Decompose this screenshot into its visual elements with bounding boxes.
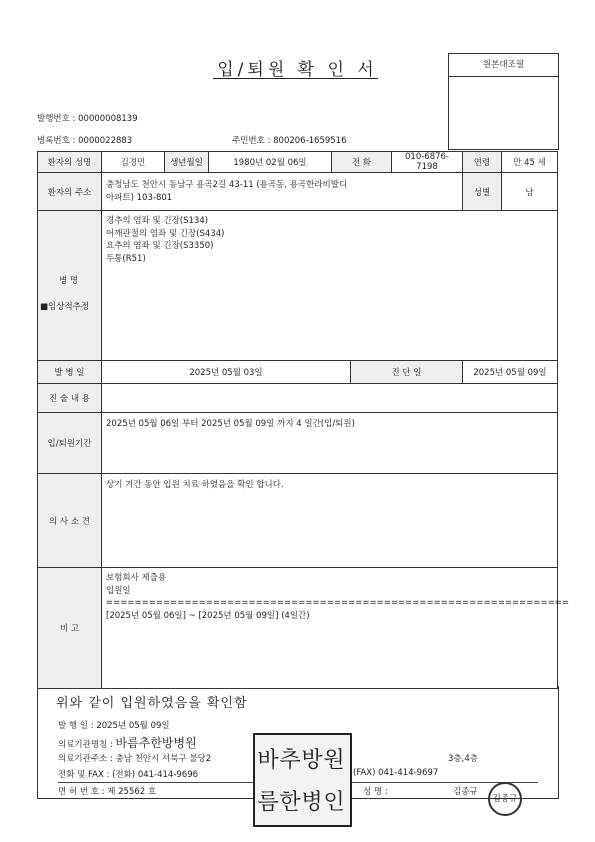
opinion-label: 의 사 소 견 — [38, 474, 102, 568]
hospital-seal — [253, 733, 352, 827]
issue-date: 발 행 일 : 2025년 05월 09일 — [58, 721, 170, 731]
issue-number: 발행번호 : 00000008139 — [37, 114, 138, 124]
resident-number: 주민번호 : 800206-1659516 — [232, 136, 347, 146]
statement-label: 진 술 내 용 — [38, 384, 102, 413]
list-item: 어깨관절의 염좌 및 긴장(S434) — [106, 228, 225, 239]
diagnosis-date: 2025년 05월 09일 — [463, 361, 558, 384]
diagnosis-label: 병 명 — [58, 275, 79, 286]
doctor-stamp: 김종규 — [488, 782, 522, 816]
diagnosis-list — [102, 211, 558, 361]
statement-content — [102, 384, 558, 413]
patient-sex: 남 — [502, 173, 558, 211]
remarks-text: 보험회사 제출용 입원일================================================================= [2025년 05월 06일] ~ [2025년 05월 09일] (4일간) — [102, 568, 558, 689]
diagnosis-date-label: 진 단 일 — [351, 361, 463, 384]
document-title: 입/퇴원 확 인 서 — [217, 60, 378, 80]
table-row — [38, 384, 558, 413]
table-row — [38, 568, 558, 689]
table-row — [38, 211, 558, 361]
patient-age: 만 45 세 — [502, 152, 558, 173]
sex-label: 성별 — [463, 173, 502, 211]
diagnosis-label-cell — [38, 211, 102, 361]
original-check-label: 원본대조필 — [449, 54, 558, 77]
patient-name: 김경민 — [102, 152, 165, 173]
remarks-label: 비 고 — [38, 568, 102, 689]
hospital-name: 의료기관명칭 : 바름추한방병원 — [58, 736, 197, 750]
onset-label: 발 병 일 — [38, 361, 102, 384]
onset-date: 2025년 05월 03일 — [102, 361, 351, 384]
name-label: 환자의 성명 — [38, 152, 102, 173]
table-row — [38, 474, 558, 568]
list-item: 두통(R51) — [106, 253, 146, 264]
table-row — [38, 413, 558, 474]
age-label: 연령 — [463, 152, 502, 173]
period-label: 입/퇴원기간 — [38, 413, 102, 474]
license-row: 면 허 번 호 : 제 25562 호 성 명 : 김종규 — [58, 782, 538, 797]
list-item: 경추의 염좌 및 긴장(S134) — [106, 216, 209, 226]
list-item: 요추의 염좌 및 긴장(S3350) — [106, 241, 214, 251]
dob-label: 생년월일 — [165, 152, 209, 173]
original-check-box — [448, 53, 559, 150]
patient-phone: 010-6876-7198 — [392, 152, 463, 173]
opinion-text: 상기 기간 동안 입원 치료 하였음을 확인 합니다. — [102, 474, 558, 568]
patient-address: 충청남도 천안시 동남구 용곡2길 43-11 (용곡동, 용곡한라비발디 아파트) 103-801 — [102, 173, 463, 211]
address-label: 환자의 주소 — [38, 173, 102, 211]
period-text: 2025년 05월 06일 부터 2025년 05월 09일 까지 4 일간(입/퇴원) — [102, 413, 558, 474]
seal-characters: 바 추 방 원 름 한 병 인 — [257, 747, 345, 815]
title-underline — [213, 78, 378, 79]
hospital-phone: 전화 및 FAX : (전화) 041-414-9696 (FAX) 041-414-9697 — [58, 768, 439, 780]
phone-label: 전 화 — [332, 152, 392, 173]
table-row — [38, 173, 558, 211]
record-number: 병록번호 : 0000022883 — [37, 136, 133, 146]
patient-dob: 1980년 02월 06일 — [209, 152, 332, 173]
hospital-address: 의료기관주소 : 충남 천안시 서북구 불당2 3층,4층 — [58, 754, 478, 764]
table-row — [38, 361, 558, 384]
table-row — [38, 152, 558, 173]
confirmation-statement: 위와 같이 입원하였음을 확인함 — [56, 696, 248, 711]
confirmation-table — [37, 151, 569, 689]
clinical-estimate-label: ■임상적추정 — [40, 301, 90, 312]
